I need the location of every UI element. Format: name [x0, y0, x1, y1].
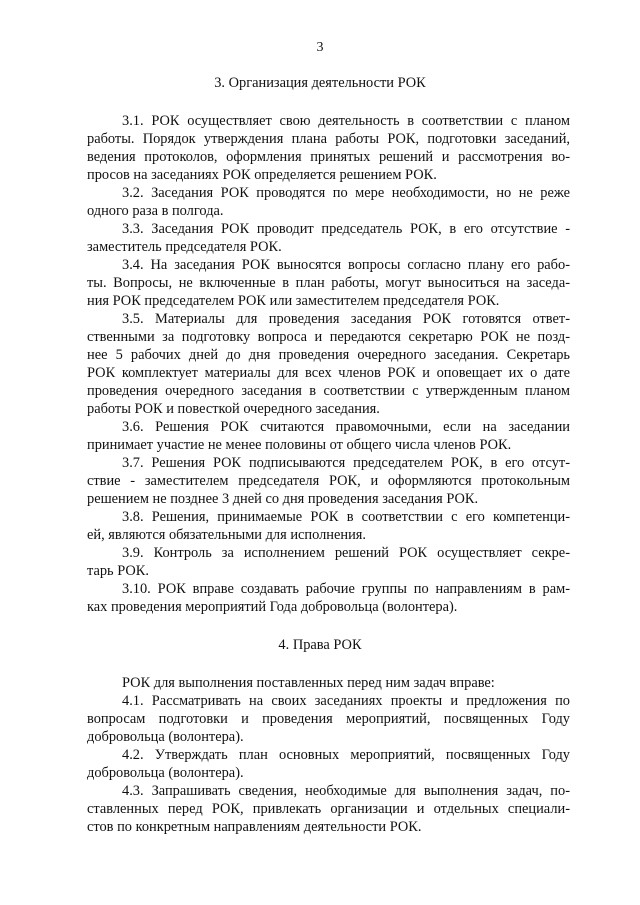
text-line: ты. Вопросы, не включенные в план работы, могут выноситься на заседа-: [87, 275, 570, 291]
text-line: 3.8. Решения, принимаемые РОК в соответствии с его компетенци-: [122, 509, 570, 525]
text-line: нее 5 рабочих дней до дня проведения очередного заседания. Секретарь: [87, 347, 570, 363]
text-line: работы РОК и повесткой очередного заседания.: [87, 401, 380, 417]
text-line: 4.2. Утверждать план основных мероприятий, посвященных Году: [122, 747, 570, 763]
text-line: ственными за подготовку вопроса и передаются секретарю РОК не позд-: [87, 329, 570, 345]
text-line: заместитель председателя РОК.: [87, 239, 282, 255]
text-line: ния РОК председателем РОК или заместителем председателя РОК.: [87, 293, 500, 309]
text-line: ей, являются обязательными для исполнения.: [87, 527, 367, 543]
section-4-title: 4. Права РОК: [278, 637, 362, 653]
text-line: принимает участие не менее половины от общего числа членов РОК.: [87, 437, 512, 453]
text-line: 3.4. На заседания РОК выносятся вопросы согласно плану его рабо-: [122, 257, 570, 273]
text-line: стов по конкретным направлениям деятельности РОК.: [87, 819, 422, 835]
text-line: добровольца (волонтера).: [87, 729, 244, 745]
text-line: 3.7. Решения РОК подписываются председателем РОК, в его отсут-: [122, 455, 570, 471]
text-line: ведения протоколов, оформления принятых решений и рассмотрения во-: [87, 149, 570, 165]
text-line: работы. Порядок утверждения плана работы РОК, подготовки заседаний,: [87, 131, 570, 147]
text-line: 3.5. Материалы для проведения заседания РОК готовятся ответ-: [122, 311, 570, 327]
text-line: просов на заседаниях РОК определяется решением РОК.: [87, 167, 437, 183]
text-line: тарь РОК.: [87, 563, 149, 579]
text-line: добровольца (волонтера).: [87, 765, 244, 781]
text-line: 3.1. РОК осуществляет свою деятельность в соответствии с планом: [122, 113, 570, 129]
text-line: 3.3. Заседания РОК проводит председатель РОК, в его отсутствие -: [122, 221, 570, 237]
text-line: проведения очередного заседания в соответствии с утвержденным планом: [87, 383, 570, 399]
section-3-title: 3. Организация деятельности РОК: [214, 75, 426, 91]
text-line: 3.2. Заседания РОК проводятся по мере необходимости, но не реже: [122, 185, 570, 201]
text-line: ставленных перед РОК, привлекать организации и отдельных специали-: [87, 801, 570, 817]
text-line: ках проведения мероприятий Года добровольца (волонтера).: [87, 599, 458, 615]
text-line: 3.9. Контроль за исполнением решений РОК осуществляет секре-: [122, 545, 570, 561]
text-line: ствие - заместителем председателя РОК, и оформляются протокольным: [87, 473, 570, 489]
text-line: решением не позднее 3 дней со дня проведения заседания РОК.: [87, 491, 479, 507]
page-number: 3: [316, 40, 324, 55]
text-line: 4.1. Рассматривать на своих заседаниях проекты и предложения по: [122, 693, 570, 709]
text-line: 3.6. Решения РОК считаются правомочными, если на заседании: [122, 419, 570, 435]
text-line: 4.3. Запрашивать сведения, необходимые для выполнения задач, по-: [122, 783, 570, 799]
text-line: РОК для выполнения поставленных перед ним задач вправе:: [122, 675, 495, 691]
text-line: РОК комплектует материалы для всех членов РОК и оповещает их о дате: [87, 365, 570, 381]
text-line: одного раза в полгода.: [87, 203, 224, 219]
text-line: вопросам подготовки и проведения мероприятий, посвященных Году: [87, 711, 570, 727]
text-line: 3.10. РОК вправе создавать рабочие группы по направлениям в рам-: [122, 581, 570, 597]
